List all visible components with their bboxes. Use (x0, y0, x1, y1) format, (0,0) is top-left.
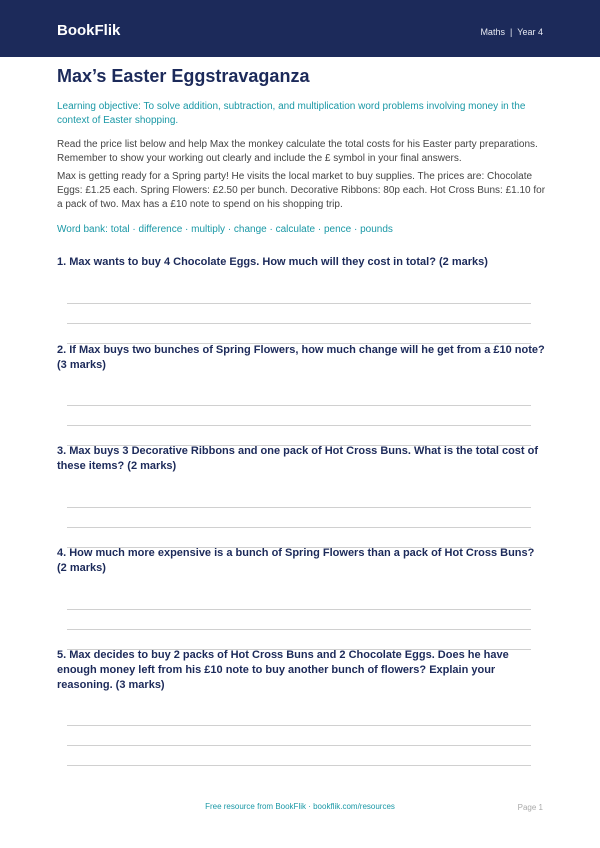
question-1: 1. Max wants to buy 4 Chocolate Eggs. How much will they cost in total? (2 marks) (57, 256, 488, 268)
instructions-paragraph: Read the price list below and help Max the monkey calculate the total costs for his Easter party preparations. Remember to show your working out clearly and include the £ symbol in your final answers. (57, 139, 538, 164)
footer-credit[interactable]: Free resource from BookFlik · bookflik.com/resources (205, 802, 395, 811)
answer-line[interactable] (67, 323, 531, 324)
word-bank: Word bank: total · difference · multiply · change · calculate · pence · pounds (57, 224, 393, 235)
answer-line[interactable] (67, 527, 531, 528)
answer-line[interactable] (67, 725, 531, 726)
answer-line[interactable] (67, 425, 531, 426)
answer-line[interactable] (67, 303, 531, 304)
answer-line[interactable] (67, 609, 531, 610)
answer-line[interactable] (67, 507, 531, 508)
answer-line[interactable] (67, 765, 531, 766)
meta-separator: | (509, 27, 513, 37)
answer-line[interactable] (67, 745, 531, 746)
brand-logo[interactable]: BookFlik (57, 22, 121, 39)
answer-line[interactable] (67, 629, 531, 630)
question-2: 2. If Max buys two bunches of Spring Flowers, how much change will he get from a £10 note? (3 marks) (57, 344, 545, 371)
learning-objective: Learning objective: To solve addition, subtraction, and multiplication word problems involving money in the context of Easter shopping. (57, 101, 526, 126)
header-bar (0, 0, 600, 57)
answer-line[interactable] (67, 405, 531, 406)
page-title: Max’s Easter Eggstravaganza (57, 66, 310, 86)
question-3: 3. Max buys 3 Decorative Ribbons and one pack of Hot Cross Buns. What is the total cost of these items? (2 marks) (57, 445, 539, 472)
question-5: 5. Max decides to buy 2 packs of Hot Cross Buns and 2 Chocolate Eggs. Does he have enough money left from his £10 note to buy another bunch of flowers? Explain your reasoning. (3 marks) (57, 649, 509, 691)
price-list-paragraph: Max is getting ready for a Spring party! He visits the local market to buy supplies. The prices are: Chocolate Eggs: £1.25 each. Spring Flowers: £2.50 per bunch. Decorative Ribbons: 80p each. Hot Cross Buns: £1.10 for a pack of two. Max has a £10 note to spend on his shopping trip. (57, 171, 546, 210)
year-label: Year 4 (517, 27, 543, 37)
page-number: Page 1 (517, 803, 543, 812)
subject-year-label (480, 27, 543, 37)
question-4: 4. How much more expensive is a bunch of Spring Flowers than a pack of Hot Cross Buns? (2 marks) (57, 547, 535, 574)
subject-label: Maths (480, 27, 505, 37)
